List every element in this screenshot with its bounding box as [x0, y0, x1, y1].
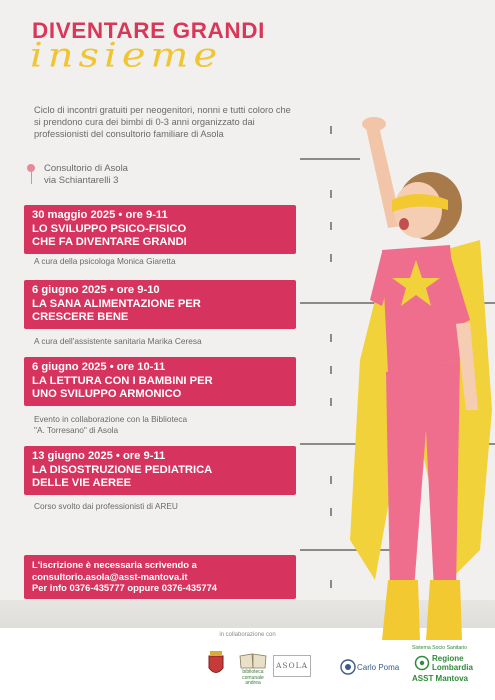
carlo-poma-logo-icon [340, 659, 356, 675]
event-title-line: DELLE VIE AEREE [32, 477, 132, 490]
event-note-line: Corso svolto dai professionisti di AREU [34, 501, 178, 511]
registration-line: L'iscrizione è necessaria scrivendo a [32, 559, 197, 570]
biblioteca-logo-text: biblioteca comunale andrea [242, 669, 264, 686]
event-note-4 [34, 501, 178, 512]
event-note-3 [34, 414, 187, 436]
page-title: DIVENTARE GRANDI [32, 18, 265, 43]
event-title-line: UNO SVILUPPO ARMONICO [32, 388, 182, 401]
location-address [44, 163, 128, 187]
event-note-line: A cura della psicologa Monica Giaretta [34, 256, 176, 266]
event-box-3 [24, 357, 296, 406]
asola-coat-of-arms-logo [206, 650, 226, 678]
intro-text: Ciclo di incontri gratuiti per neogenitori, nonni e tutti coloro che si prendono cura dei bimbi di 0-3 anni organizzato dai professionisti del consultorio familiare di Asola [34, 105, 291, 139]
location-line1: Consultorio di Asola [44, 163, 128, 174]
event-title-line: CHE FA DIVENTARE GRANDI [32, 236, 187, 249]
event-box-4 [24, 446, 296, 495]
event-note-line: A cura dell'assistente sanitaria Marika Ceresa [34, 336, 202, 346]
lombardia-rose-icon [414, 655, 430, 671]
sistema-socio-sanitario-label: Sistema Socio Sanitario [412, 645, 468, 651]
asst-mantova-logo: ASST Mantova [412, 674, 469, 683]
regione-line: Regione [432, 654, 464, 663]
event-note-line: "A. Torresano" di Asola [34, 425, 119, 435]
event-title-line: LA SANA ALIMENTAZIONE PER [32, 297, 201, 310]
script-subtitle: insieme [30, 36, 223, 76]
event-box-1 [24, 205, 296, 254]
asola-logo: ASOLA [273, 655, 311, 677]
event-title-line: LO SVILUPPO PSICO-FISICO [32, 222, 187, 235]
event-date: 30 maggio 2025 • ore 9-11 [32, 209, 168, 221]
carlo-poma-logo-text: Carlo Poma [357, 663, 400, 672]
collaboration-label: in collaborazione con [219, 632, 276, 638]
event-note-2 [34, 336, 202, 347]
event-date: 13 giugno 2025 • ore 9-11 [32, 450, 166, 462]
event-title-line: LA LETTURA CON I BAMBINI PER [32, 374, 213, 387]
event-title-line: LA DISOSTRUZIONE PEDIATRICA [32, 463, 213, 476]
location-pin-stem [31, 170, 32, 184]
child-superhero-illustration [330, 110, 495, 650]
event-note-1 [34, 256, 176, 267]
regione-lombardia-logo [432, 654, 473, 672]
biblioteca-book-logo [238, 652, 268, 670]
event-note-line: Evento in collaborazione con la Biblioteca [34, 414, 188, 424]
registration-box [24, 555, 296, 599]
event-date: 6 giugno 2025 • ore 10-11 [32, 361, 166, 373]
event-box-2 [24, 280, 296, 329]
registration-email-link[interactable]: consultorio.asola@asst-mantova.it [32, 570, 188, 582]
location-line2: via Schiantarelli 3 [44, 175, 119, 186]
registration-phone: Per info 0376-435777 oppure 0376-435774 [32, 582, 218, 594]
lombardia-line: Lombardia [432, 663, 473, 672]
event-date: 6 giugno 2025 • ore 9-10 [32, 284, 160, 296]
event-title-line: CRESCERE BENE [32, 311, 129, 324]
